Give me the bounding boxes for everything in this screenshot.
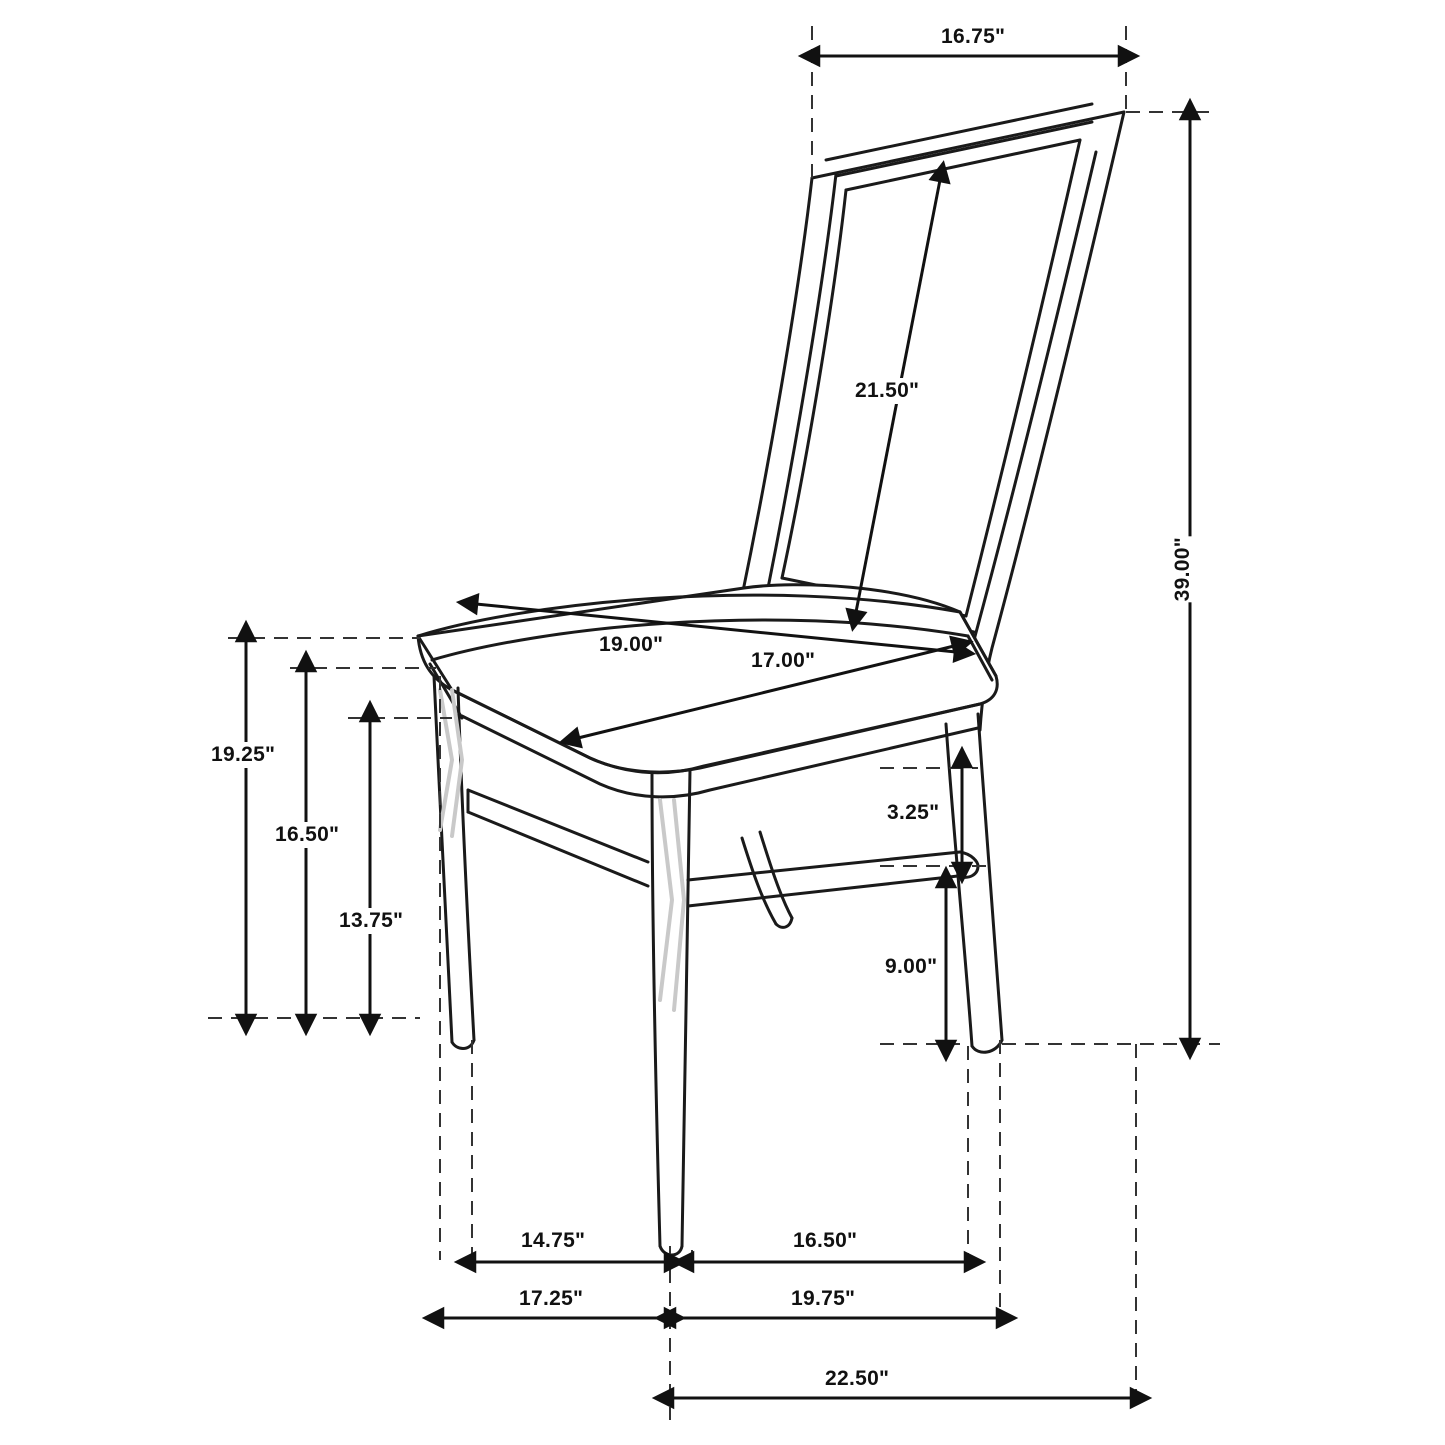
dim-label-leg-span-left: 14.75" — [518, 1228, 588, 1254]
dim-label-seat-height-mid: 16.50" — [272, 822, 342, 848]
dim-label-apron-depth: 3.25" — [884, 800, 942, 826]
dim-label-seat-diag-2: 17.00" — [748, 648, 818, 674]
dim-label-overall-depth: 22.50" — [822, 1366, 892, 1392]
dim-label-base-span-left: 17.25" — [516, 1286, 586, 1312]
dim-label-seat-height-rear: 19.25" — [208, 742, 278, 768]
dim-label-stretcher-height: 9.00" — [882, 954, 940, 980]
dim-label-leg-span-right: 16.50" — [790, 1228, 860, 1254]
dim-label-seat-diag-1: 19.00" — [596, 632, 666, 658]
chair-illustration — [418, 104, 1124, 1255]
dim-label-back-width: 16.75" — [938, 24, 1008, 50]
dim-label-back-height: 21.50" — [852, 378, 922, 404]
dim-label-overall-height: 39.00" — [1168, 536, 1198, 602]
dim-label-base-span-right: 19.75" — [788, 1286, 858, 1312]
dim-label-seat-height-front: 13.75" — [336, 908, 406, 934]
